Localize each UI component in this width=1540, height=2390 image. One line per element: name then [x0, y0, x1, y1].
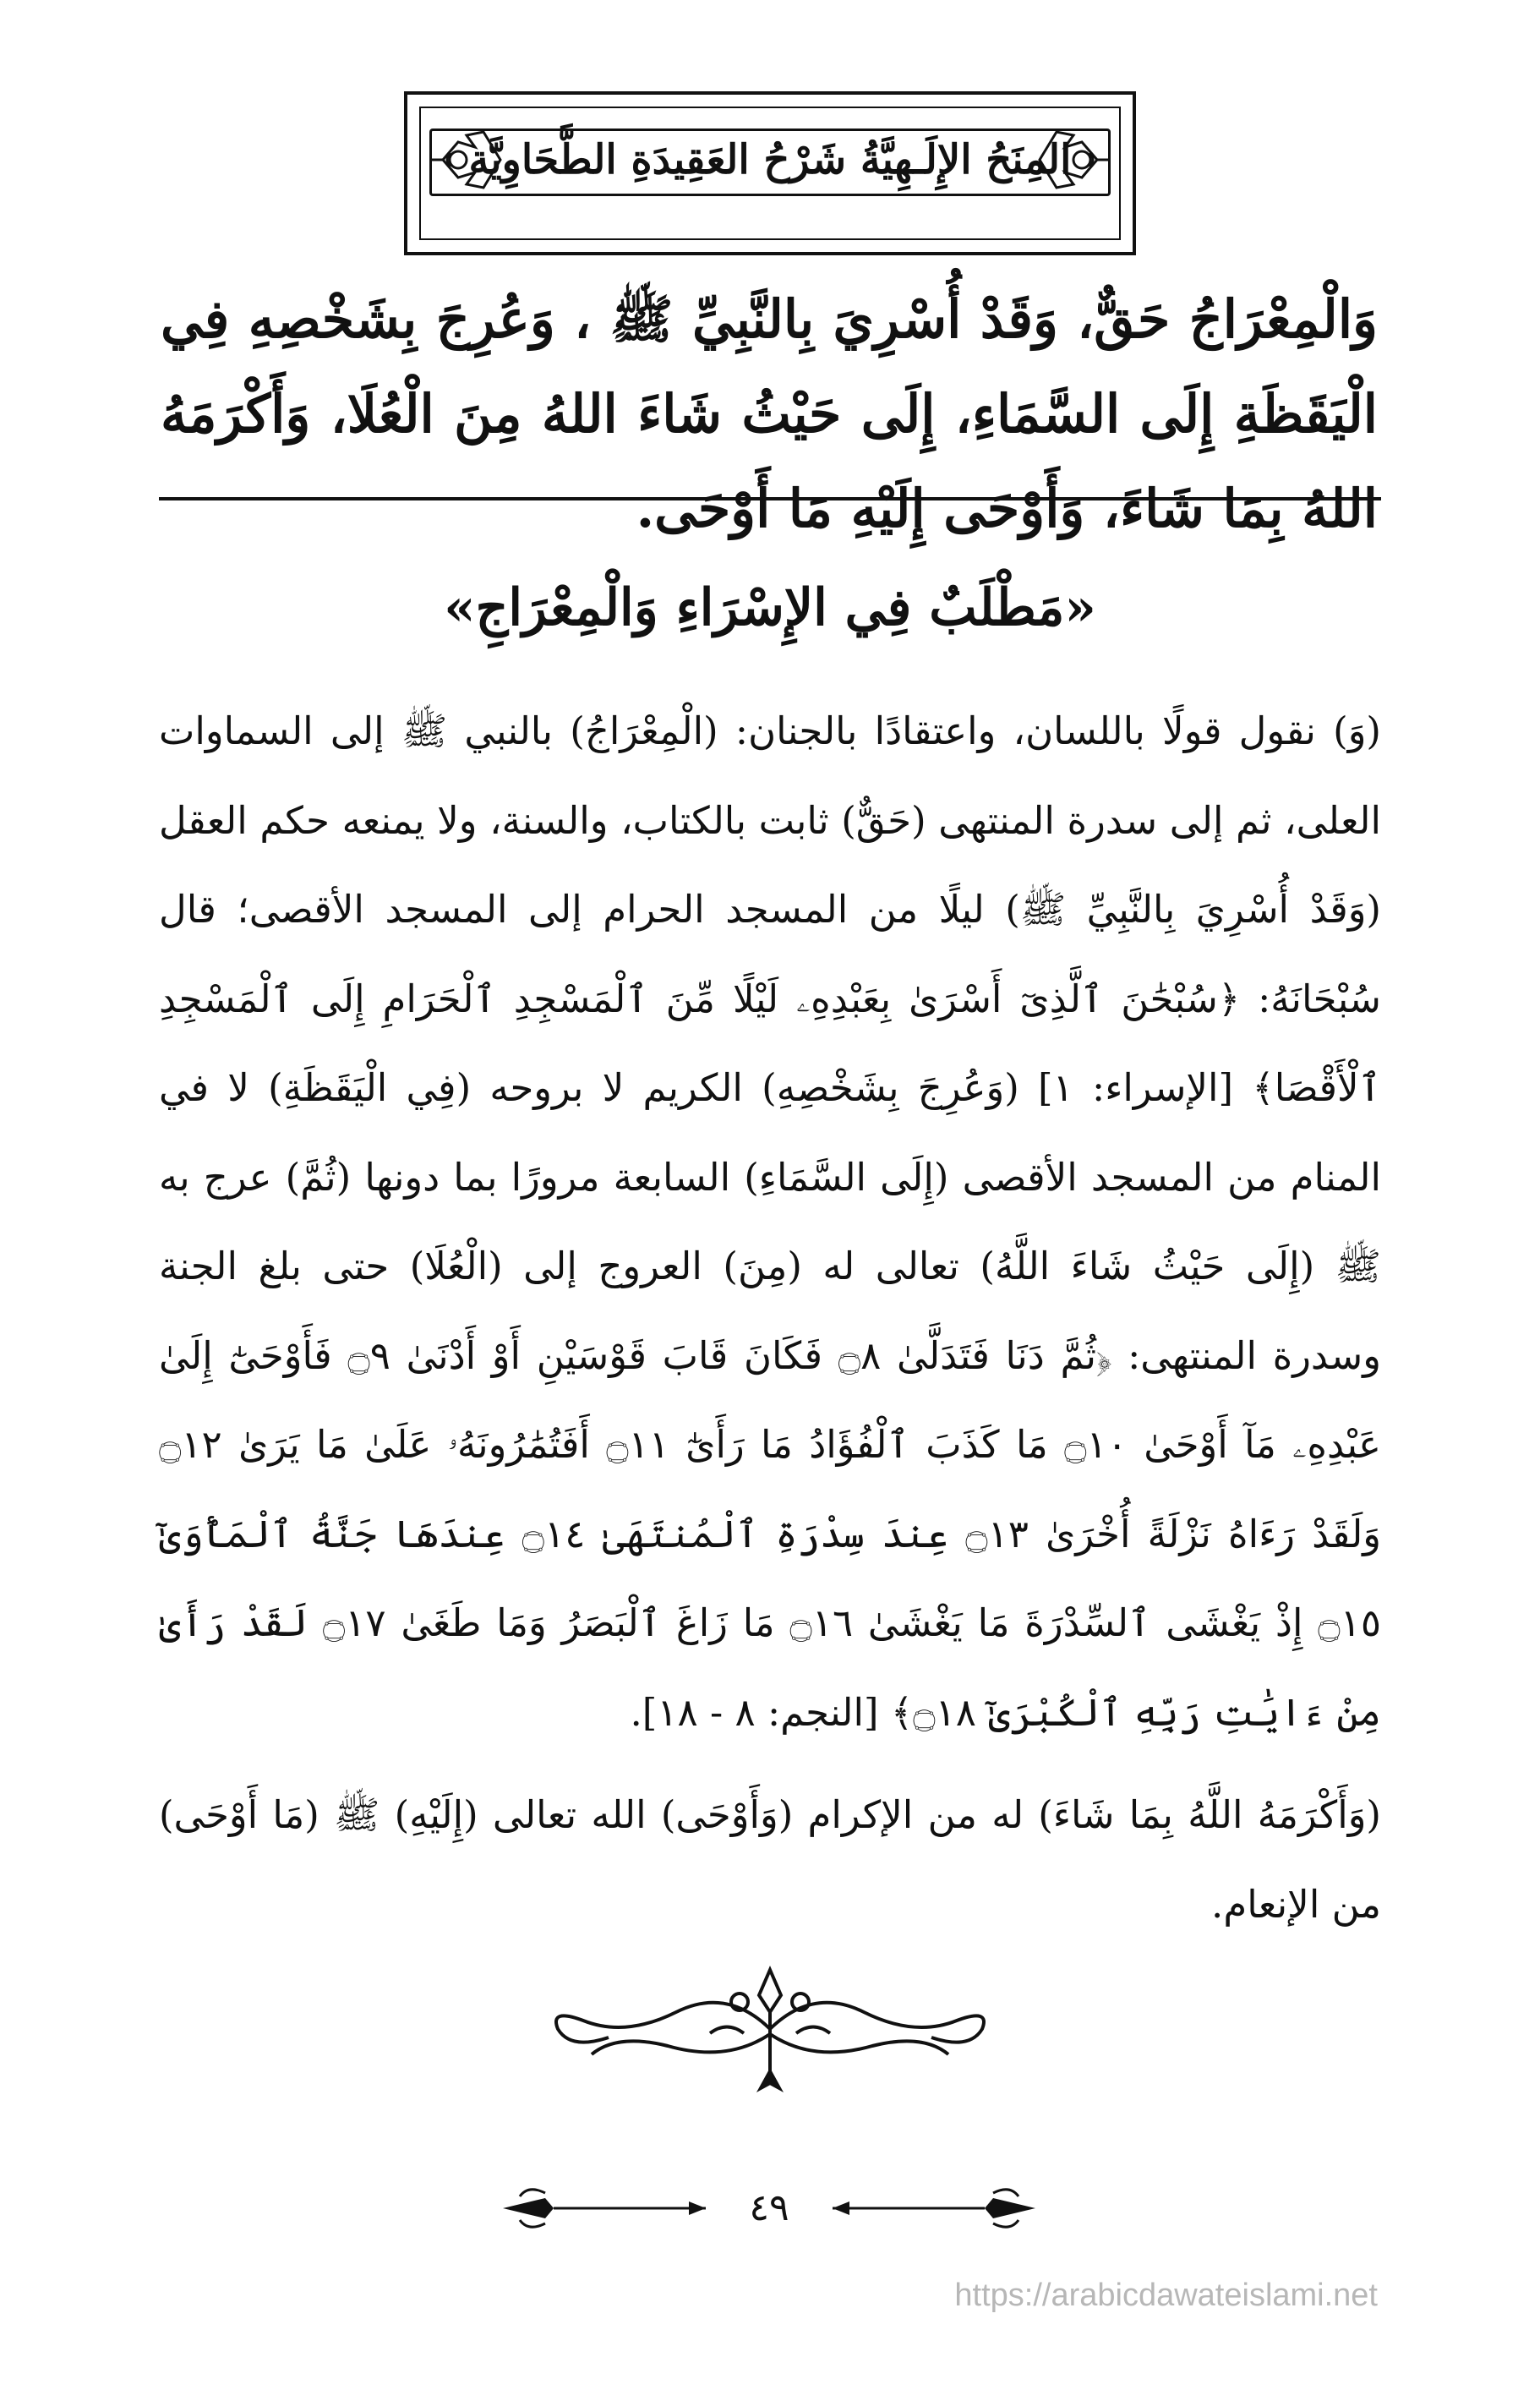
page-number-row	[494, 2185, 1044, 2232]
right-scroll-ornament-icon	[1035, 123, 1116, 196]
end-of-section-ornament-icon	[532, 1953, 1008, 2095]
commentary-paragraph: (وَ) نقول قولًا باللسان، واعتقادًا بالجنان: (الْمِعْرَاجُ) بالنبي ﷺ إلى السماوات العلى، ثم إلى سدرة المنتهى (حَقٌّ) ثابت بالكتاب، والسنة، ولا يمنعه حكم العقل (وَقَدْ أُسْرِيَ بِالنَّبِيِّ ﷺ) ليلًا من المسجد الحرام إلى المسجد الأقصى؛ قال سُبْحَانَهُ: ﴿سُبْحَٰنَ ٱلَّذِىٓ أَسْرَىٰ بِعَبْدِهِۦ لَيْلًا مِّنَ ٱلْمَسْجِدِ ٱلْحَرَامِ إِلَى ٱلْمَسْجِدِ ٱلْأَقْصَا﴾ [الإسراء: ١] (وَعُرِجَ بِشَخْصِهِ) الكريم لا بروحه (فِي الْيَقَظَةِ) لا في المنام من المسجد الأقصى (إِلَى السَّمَاءِ) السابعة مرورًا بما دونها (ثُمَّ) عرج به ﷺ (إِلَى حَيْثُ شَاءَ اللَّهُ) تعالى له (مِنَ) العروج إلى (الْعُلَا) حتى بلغ الجنة وسدرة المنتهى: ﴿ثُمَّ دَنَا فَتَدَلَّىٰ ۝٨ فَكَانَ قَابَ قَوْسَيْنِ أَوْ أَدْنَىٰ ۝٩ فَأَوْحَىٰٓ إِلَىٰ عَبْدِهِۦ مَآ أَوْحَىٰ ۝١٠ مَا كَذَبَ ٱلْفُؤَادُ مَا رَأَىٰٓ ۝١١ أَفَتُمَٰرُونَهُۥ عَلَىٰ مَا يَرَىٰ ۝١٢ وَلَقَدْ رَءَاهُ نَزْلَةً أُخْرَىٰ ۝١٣ عِندَ سِدْرَةِ ٱلْمُنتَهَىٰ ۝١٤ عِندَهَا جَنَّةُ ٱلْمَأْوَىٰٓ ۝١٥ إِذْ يَغْشَى ٱلسِّدْرَةَ مَا يَغْشَىٰ ۝١٦ مَا زَاغَ ٱلْبَصَرُ وَمَا طَغَىٰ ۝١٧ لَقَدْ رَأَىٰ مِنْ ءَايَٰتِ رَبِّهِ ٱلْكُبْرَىٰٓ ۝١٨﴾ [النجم: ٨ - ١٨].	[159, 708, 1382, 1735]
commentary-paragraph: (وَأَكْرَمَهُ اللَّهُ بِمَا شَاءَ) له من الإكرام (وَأَوْحَى) الله تعالى (إِلَيْهِ) ﷺ (مَا أَوْحَى) من الإنعام.	[159, 1792, 1381, 1927]
matn-text: وَالْمِعْرَاجُ حَقٌّ، وَقَدْ أُسْرِيَ بِالنَّبِيِّ ﷺ ، وَعُرِجَ بِشَخْصِهِ فِي الْيَقَظَةِ إِلَى السَّمَاءِ، إِلَى حَيْثُ شَاءَ اللهُ مِنَ الْعُلَا، وَأَكْرَمَهُ اللهُ بِمَا شَاءَ، وَأَوْحَى إِلَيْهِ مَا أَوْحَى.	[161, 288, 1378, 539]
header-title: المِنَحُ الإِلَـهِيَّةُ شَرْحُ العَقِيدَةِ الطَّحَاوِيَّة	[468, 136, 1072, 183]
section-divider	[159, 497, 1381, 500]
commentary-body	[159, 686, 1381, 1949]
section-title: «مَطْلَبٌ فِي الإِسْرَاءِ وَالْمِعْرَاجِ»	[444, 578, 1096, 637]
header-frame	[404, 91, 1136, 255]
left-arrow-ornament-icon	[494, 2185, 714, 2232]
page-number: ٤٩	[749, 2186, 789, 2229]
watermark-url: https://arabicdawateislami.net	[954, 2278, 1378, 2313]
right-arrow-ornament-icon	[824, 2185, 1044, 2232]
